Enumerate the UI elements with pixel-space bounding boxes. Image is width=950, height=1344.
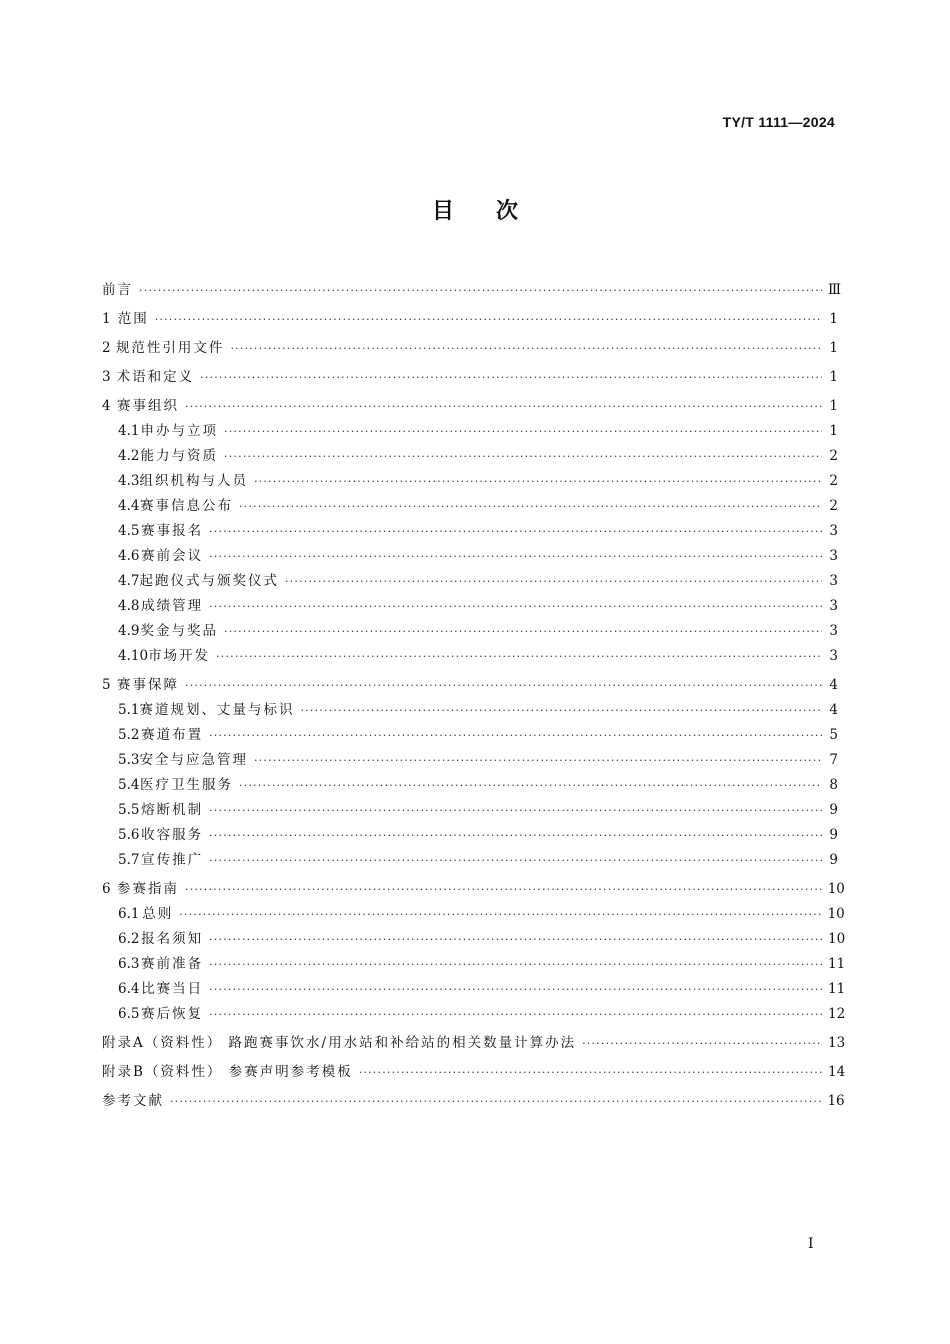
dot-leader [209,983,822,996]
dot-leader [359,1066,822,1079]
dot-leader [209,600,822,613]
toc-entry[interactable] [102,877,845,902]
toc-entry-label: 总则 [142,906,174,922]
toc-entry-label: 报名须知 [141,931,204,947]
toc-entry-page: 10 [828,931,846,947]
toc-entry-number: 4.1 [118,423,140,439]
toc-entry-page: 3 [829,648,838,664]
toc-entry-label: 医疗卫生服务 [139,777,233,793]
toc-entry[interactable] [102,644,838,669]
toc-entry-page: 1 [829,311,838,327]
toc-entry-page: 1 [829,398,838,414]
toc-entry-label: 比赛当日 [141,981,204,997]
toc-entry-number: 5.2 [118,727,140,743]
toc-entry-number: 4.10 [118,648,149,664]
toc-entry-number: 1 [102,311,111,327]
toc-entry-number: 6.5 [118,1006,140,1022]
dot-leader [209,958,822,971]
toc-entry[interactable] [102,823,838,848]
toc-entry-number: 2 [102,340,111,356]
toc-entry[interactable] [102,444,838,469]
toc-entry-label: 能力与资质 [140,448,219,464]
dot-leader [300,704,822,717]
toc-entry-label: 赛事报名 [141,523,204,539]
dot-leader [582,1037,822,1050]
table-of-contents [102,274,846,1114]
toc-entry-number: 4.5 [118,523,140,539]
toc-entry-page: 13 [828,1035,846,1051]
toc-entry-label: 赛道布置 [141,727,204,743]
toc-entry-label: 赛前准备 [141,956,204,972]
dot-leader [224,450,822,463]
toc-entry-label: 安全与应急管理 [139,752,248,768]
toc-entry-page: 1 [829,340,838,356]
dot-leader [209,729,822,742]
toc-entry[interactable] [102,519,838,544]
toc-entry-number: 4.6 [118,548,140,564]
toc-entry-number: 6.3 [118,956,140,972]
document-code: TY/T 1111—2024 [722,114,835,130]
toc-entry-number: 6 [102,881,111,897]
toc-entry[interactable] [102,798,838,823]
toc-entry-label: 赛事组织 [117,398,179,414]
toc-entry-number: 5.6 [118,827,140,843]
dot-leader [209,933,822,946]
toc-entry[interactable] [102,698,838,723]
dot-leader [170,1095,821,1108]
toc-entry[interactable] [102,307,838,332]
dot-leader [200,371,822,384]
toc-entry-number: 5.4 [118,777,140,793]
toc-entry[interactable] [102,336,838,361]
toc-entry-label: 宣传推广 [141,852,204,868]
toc-entry-label: 申办与立项 [140,423,219,439]
toc-entry-page: 3 [829,523,838,539]
toc-entry-label: 参赛指南 [117,881,179,897]
toc-entry-page: 2 [829,473,838,489]
toc-entry-page: 3 [829,573,838,589]
toc-entry-number: 4.4 [118,498,140,514]
toc-entry-label: 成绩管理 [141,598,204,614]
toc-entry-number: 3 [102,369,111,385]
page-title: 目次 [431,199,560,224]
dot-leader [209,829,822,842]
toc-entry-page: 9 [829,827,838,843]
toc-entry[interactable] [102,365,838,390]
toc-entry-page: 4 [829,702,838,718]
toc-entry[interactable] [102,977,846,1002]
toc-entry[interactable] [102,619,838,644]
dot-leader [224,425,822,438]
toc-entry-page: 9 [829,802,838,818]
toc-entry[interactable] [102,723,838,748]
toc-entry-number: 6.2 [118,931,140,947]
toc-entry-label: 术语和定义 [116,369,195,385]
toc-entry-number: 6.1 [118,906,140,922]
toc-entry-label: 组织机构与人员 [139,473,248,489]
dot-leader [179,908,821,921]
toc-entry-page: 10 [827,881,845,897]
toc-entry[interactable] [102,394,838,419]
toc-entry-page: 7 [829,752,838,768]
toc-entry-number: 5.7 [118,852,140,868]
toc-entry[interactable] [102,1089,845,1114]
dot-leader [216,650,822,663]
toc-entry-label: 奖金与奖品 [140,623,219,639]
toc-entry-label: 赛事信息公布 [139,498,233,514]
toc-entry-page: 3 [829,623,838,639]
dot-leader [224,625,822,638]
toc-entry-label: 参考文献 [102,1093,164,1109]
toc-entry[interactable] [102,278,842,303]
toc-entry-label: 赛事保障 [117,677,179,693]
dot-leader [254,754,822,767]
toc-entry-label: 收容服务 [141,827,204,843]
toc-entry-label: 范围 [117,311,149,327]
toc-entry[interactable] [102,773,838,798]
toc-entry-number: 5.1 [118,702,140,718]
toc-entry-page: 2 [829,498,838,514]
dot-leader [155,313,822,326]
dot-leader [230,342,822,355]
toc-entry-page: 3 [829,598,838,614]
dot-leader [239,500,822,513]
toc-entry[interactable] [102,748,838,773]
toc-entry[interactable] [102,1031,846,1056]
toc-entry[interactable] [102,569,838,594]
toc-entry-page: 9 [829,852,838,868]
dot-leader [185,883,822,896]
toc-entry-label: 起跑仪式与颁奖仪式 [139,573,279,589]
toc-entry[interactable] [102,1002,846,1027]
toc-entry-label: 附录B（资料性） 参赛声明参考模板 [102,1064,353,1080]
dot-leader [185,679,822,692]
dot-leader [239,779,822,792]
toc-entry[interactable] [102,927,846,952]
dot-leader [285,575,822,588]
toc-entry-page: 1 [829,369,838,385]
toc-entry-number: 5.3 [118,752,140,768]
toc-entry[interactable] [102,902,845,927]
toc-entry-number: 4.8 [118,598,140,614]
toc-entry-page: 4 [829,677,838,693]
toc-entry-page: Ⅲ [828,282,842,298]
toc-entry-label: 赛道规划、丈量与标识 [139,702,295,718]
toc-entry-label: 赛前会议 [141,548,204,564]
toc-entry-number: 6.4 [118,981,140,997]
toc-entry-number: 5.5 [118,802,140,818]
toc-entry-page: 10 [827,906,845,922]
toc-entry-number: 4.9 [118,623,140,639]
dot-leader [209,525,822,538]
toc-entry-page: 5 [829,727,838,743]
toc-entry-page: 12 [828,1006,846,1022]
toc-entry[interactable] [102,419,838,444]
page-number: I [808,1236,814,1252]
toc-entry-number: 4 [102,398,111,414]
toc-entry-page: 1 [829,423,838,439]
toc-entry-page: 11 [828,981,846,997]
dot-leader [139,284,822,297]
dot-leader [209,804,822,817]
toc-entry-label: 前言 [102,282,133,298]
toc-entry-number: 5 [102,677,111,693]
toc-entry-number: 4.3 [118,473,140,489]
toc-entry[interactable] [102,673,838,698]
toc-entry[interactable] [102,469,838,494]
toc-entry-page: 14 [828,1064,846,1080]
dot-leader [209,1008,822,1021]
toc-entry-number: 4.7 [118,573,140,589]
toc-entry-page: 16 [827,1093,845,1109]
toc-entry[interactable] [102,494,838,519]
toc-entry[interactable] [102,952,846,977]
dot-leader [254,475,822,488]
toc-entry[interactable] [102,594,838,619]
toc-entry-label: 熔断机制 [141,802,204,818]
toc-entry[interactable] [102,544,838,569]
toc-entry-label: 市场开发 [148,648,211,664]
dot-leader [209,550,822,563]
toc-entry-label: 赛后恢复 [141,1006,204,1022]
dot-leader [209,854,822,867]
toc-entry-label: 附录A（资料性） 路跑赛事饮水/用水站和补给站的相关数量计算办法 [102,1035,577,1051]
toc-entry-page: 3 [829,548,838,564]
toc-entry-label: 规范性引用文件 [115,340,225,356]
toc-entry-page: 11 [828,956,846,972]
toc-entry-page: 8 [829,777,838,793]
dot-leader [185,400,822,413]
toc-entry[interactable] [102,1060,846,1085]
toc-entry-number: 4.2 [118,448,140,464]
toc-entry[interactable] [102,848,838,873]
toc-entry-page: 2 [829,448,838,464]
